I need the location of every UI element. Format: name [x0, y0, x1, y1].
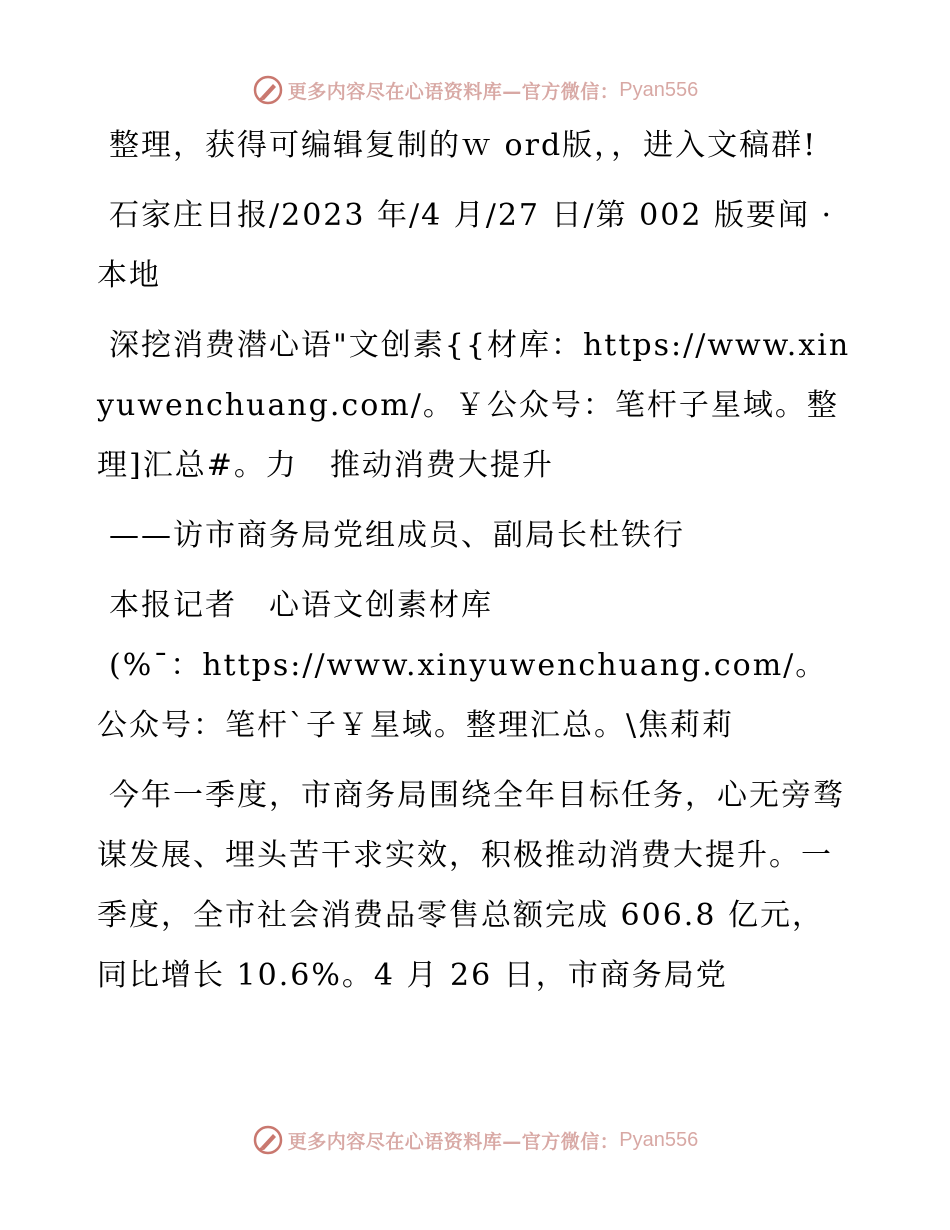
byline-source: (%¯：https://www.xinyuwenchuang.com/。公众号：笔杆`子￥星域。整理汇总。\焦莉莉: [97, 648, 828, 743]
document-body: [97, 116, 855, 1016]
paragraph-body: 今年一季度，市商务局围绕全年目标任务，心无旁骛谋发展、埋头苦干求实效，积极推动消费大提升。一季度，全市社会消费品零售总额完成 606.8 亿元，同比增长 10.6%。4 月 26 日，市商务局党: [97, 778, 845, 993]
banner-wechat-id: Pyan556: [619, 1128, 699, 1151]
paragraph-source: 石家庄日报/2023 年/4 月/27 日/第 002 版要闻 · 本地: [97, 198, 834, 293]
pen-logo-icon: [252, 74, 284, 106]
banner-wechat-id: Pyan556: [619, 78, 699, 101]
banner-text: 更多内容尽在心语资料库—官方微信：: [287, 1130, 620, 1153]
pen-logo-icon: [252, 1124, 284, 1156]
byline-reporter: 本报记者 心语文创素材库: [109, 588, 493, 623]
paragraph-intro: 整理，获得可编辑复制的ｗ ord版，，进入文稿群!: [109, 128, 818, 163]
footer-banner: [0, 1122, 950, 1158]
article-subtitle: ——访市商务局党组成员、副局长杜铁行: [109, 518, 685, 553]
article-title: 深挖消费潜心语"文创素{{材库：https://www.xinyuwenchuang.com/。￥公众号：笔杆子星域。整理]汇总#。力 推动消费大提升: [97, 328, 851, 483]
banner-text: 更多内容尽在心语资料库—官方微信：: [287, 80, 620, 103]
header-banner: [0, 72, 950, 108]
